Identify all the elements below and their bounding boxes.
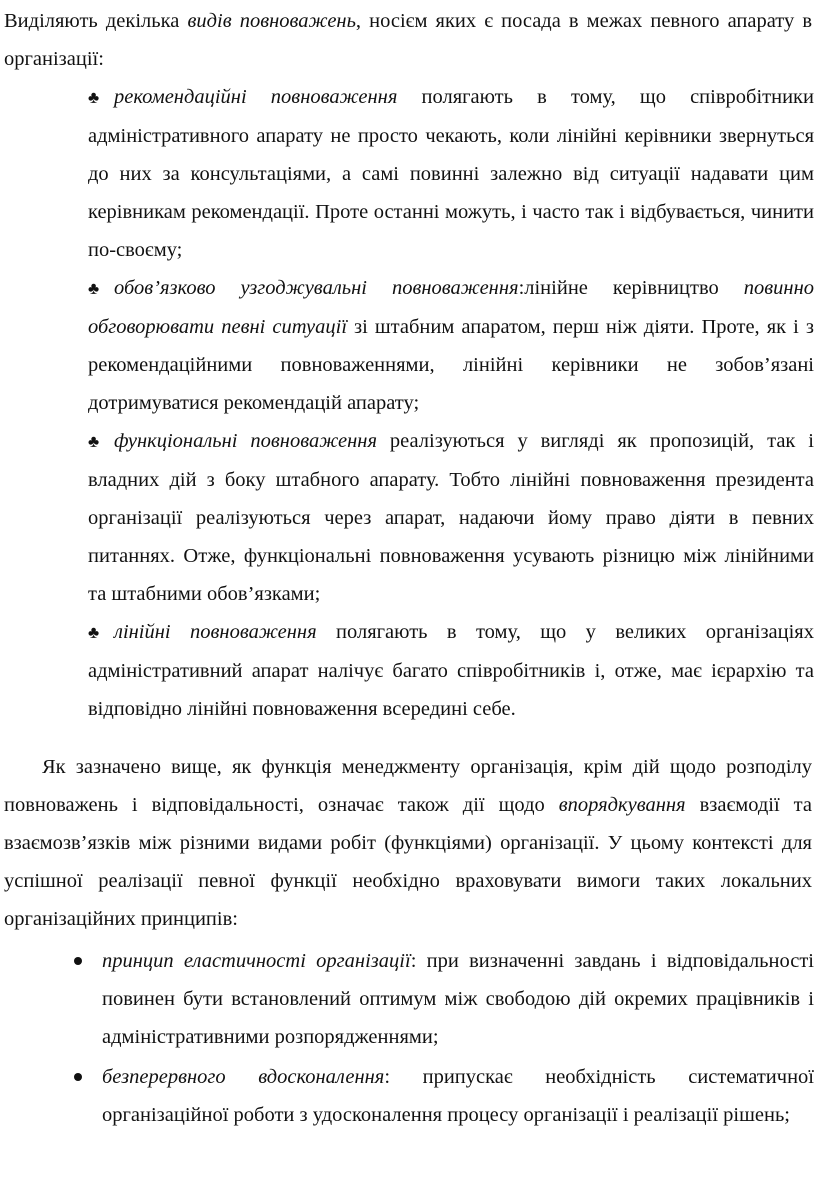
club-item-text: реалізуються у вигляді як пропозицій, так і владних дій з боку штабного апарату. Тобто лінійні повноваження президента організації реалізуються через апарат, надаючи йому право діяти в певних питаннях. Отже, функціональні повноваження усувають різницю між лінійними та штабними обов’язками; — [88, 430, 814, 605]
intro-text-a: Виділяють декілька — [4, 10, 188, 32]
club-icon: ♣ — [88, 88, 100, 107]
club-list — [88, 78, 814, 728]
club-icon: ♣ — [88, 623, 100, 642]
club-list-item — [88, 269, 814, 422]
intro-text-b: , носієм яких є посада в межах певного апарату в організації: — [4, 10, 812, 70]
middle-text-a: Як зазначено вище, як функція менеджменту організація, крім дій щодо розподілу повноважень і відповідальності, означає також дії щодо — [4, 756, 812, 816]
bullet-item-term: принцип еластичності організації — [102, 950, 411, 972]
intro-emphasis: видів повноважень — [187, 10, 356, 32]
bullet-item-text: : при визначенні завдань і відповідальності повинен бути встановлений оптимум між свободою дій окремих працівників і адміністративними розпорядженнями; — [102, 950, 815, 1048]
bullet-dot-icon — [74, 1073, 82, 1081]
club-icon: ♣ — [88, 279, 100, 298]
bullet-list — [72, 942, 814, 1136]
club-list-item — [88, 613, 814, 728]
club-icon: ♣ — [88, 432, 100, 451]
club-item-text: полягають в тому, що співробітники адміністративного апарату не просто чекають, коли лінійні керівники звернуться до них за консультаціями, а самі повинні залежно від ситуації надавати цим керівникам рекомендації. Проте останні можуть, і часто так і відбувається, чинити по-своєму; — [88, 86, 814, 261]
club-list-item — [88, 422, 814, 613]
club-item-text: зі штабним апаратом, перш ніж діяти. Проте, як і з рекомендаційними повноваженнями, лінійні керівники не зобов’язані дотримуватися рекомендацій апарату; — [88, 316, 814, 414]
middle-paragraph — [4, 748, 812, 938]
bullet-item-term: безперервного вдосконалення — [102, 1066, 385, 1088]
club-item-text: полягають в тому, що у великих організаціях адміністративний апарат налічує багато співробітників і, отже, має ієрархію та відповідно лінійні повноваження всередині себе. — [88, 621, 814, 720]
bullet-dot-icon — [74, 957, 82, 965]
middle-text-b: взаємодії та взаємозв’язків між різними видами робіт (функціями) організації. У цьому контексті для успішної реалізації певної функції необхідно враховувати вимоги таких локальних організаційних принципів: — [4, 794, 812, 930]
club-item-term: функціональні повноваження — [114, 430, 377, 452]
bullet-item-text: : припускає необхідність систематичної організаційної роботи з удосконалення процесу організації і реалізації рішень; — [102, 1066, 814, 1126]
intro-paragraph — [4, 2, 812, 78]
club-list-item — [88, 78, 814, 269]
club-item-term: обов’язково узгоджувальні повноваження — [114, 277, 519, 299]
club-item-text: :лінійне керівництво — [518, 277, 744, 299]
club-item-term: лінійні повноваження — [114, 621, 317, 643]
club-item-term: рекомендаційні повноваження — [114, 86, 398, 108]
bullet-list-item — [72, 942, 814, 1056]
middle-emphasis: впорядкування — [558, 794, 686, 816]
bullet-list-item — [72, 1058, 814, 1134]
club-item-emphasis: повинно обговорювати певні ситуації — [88, 277, 814, 338]
